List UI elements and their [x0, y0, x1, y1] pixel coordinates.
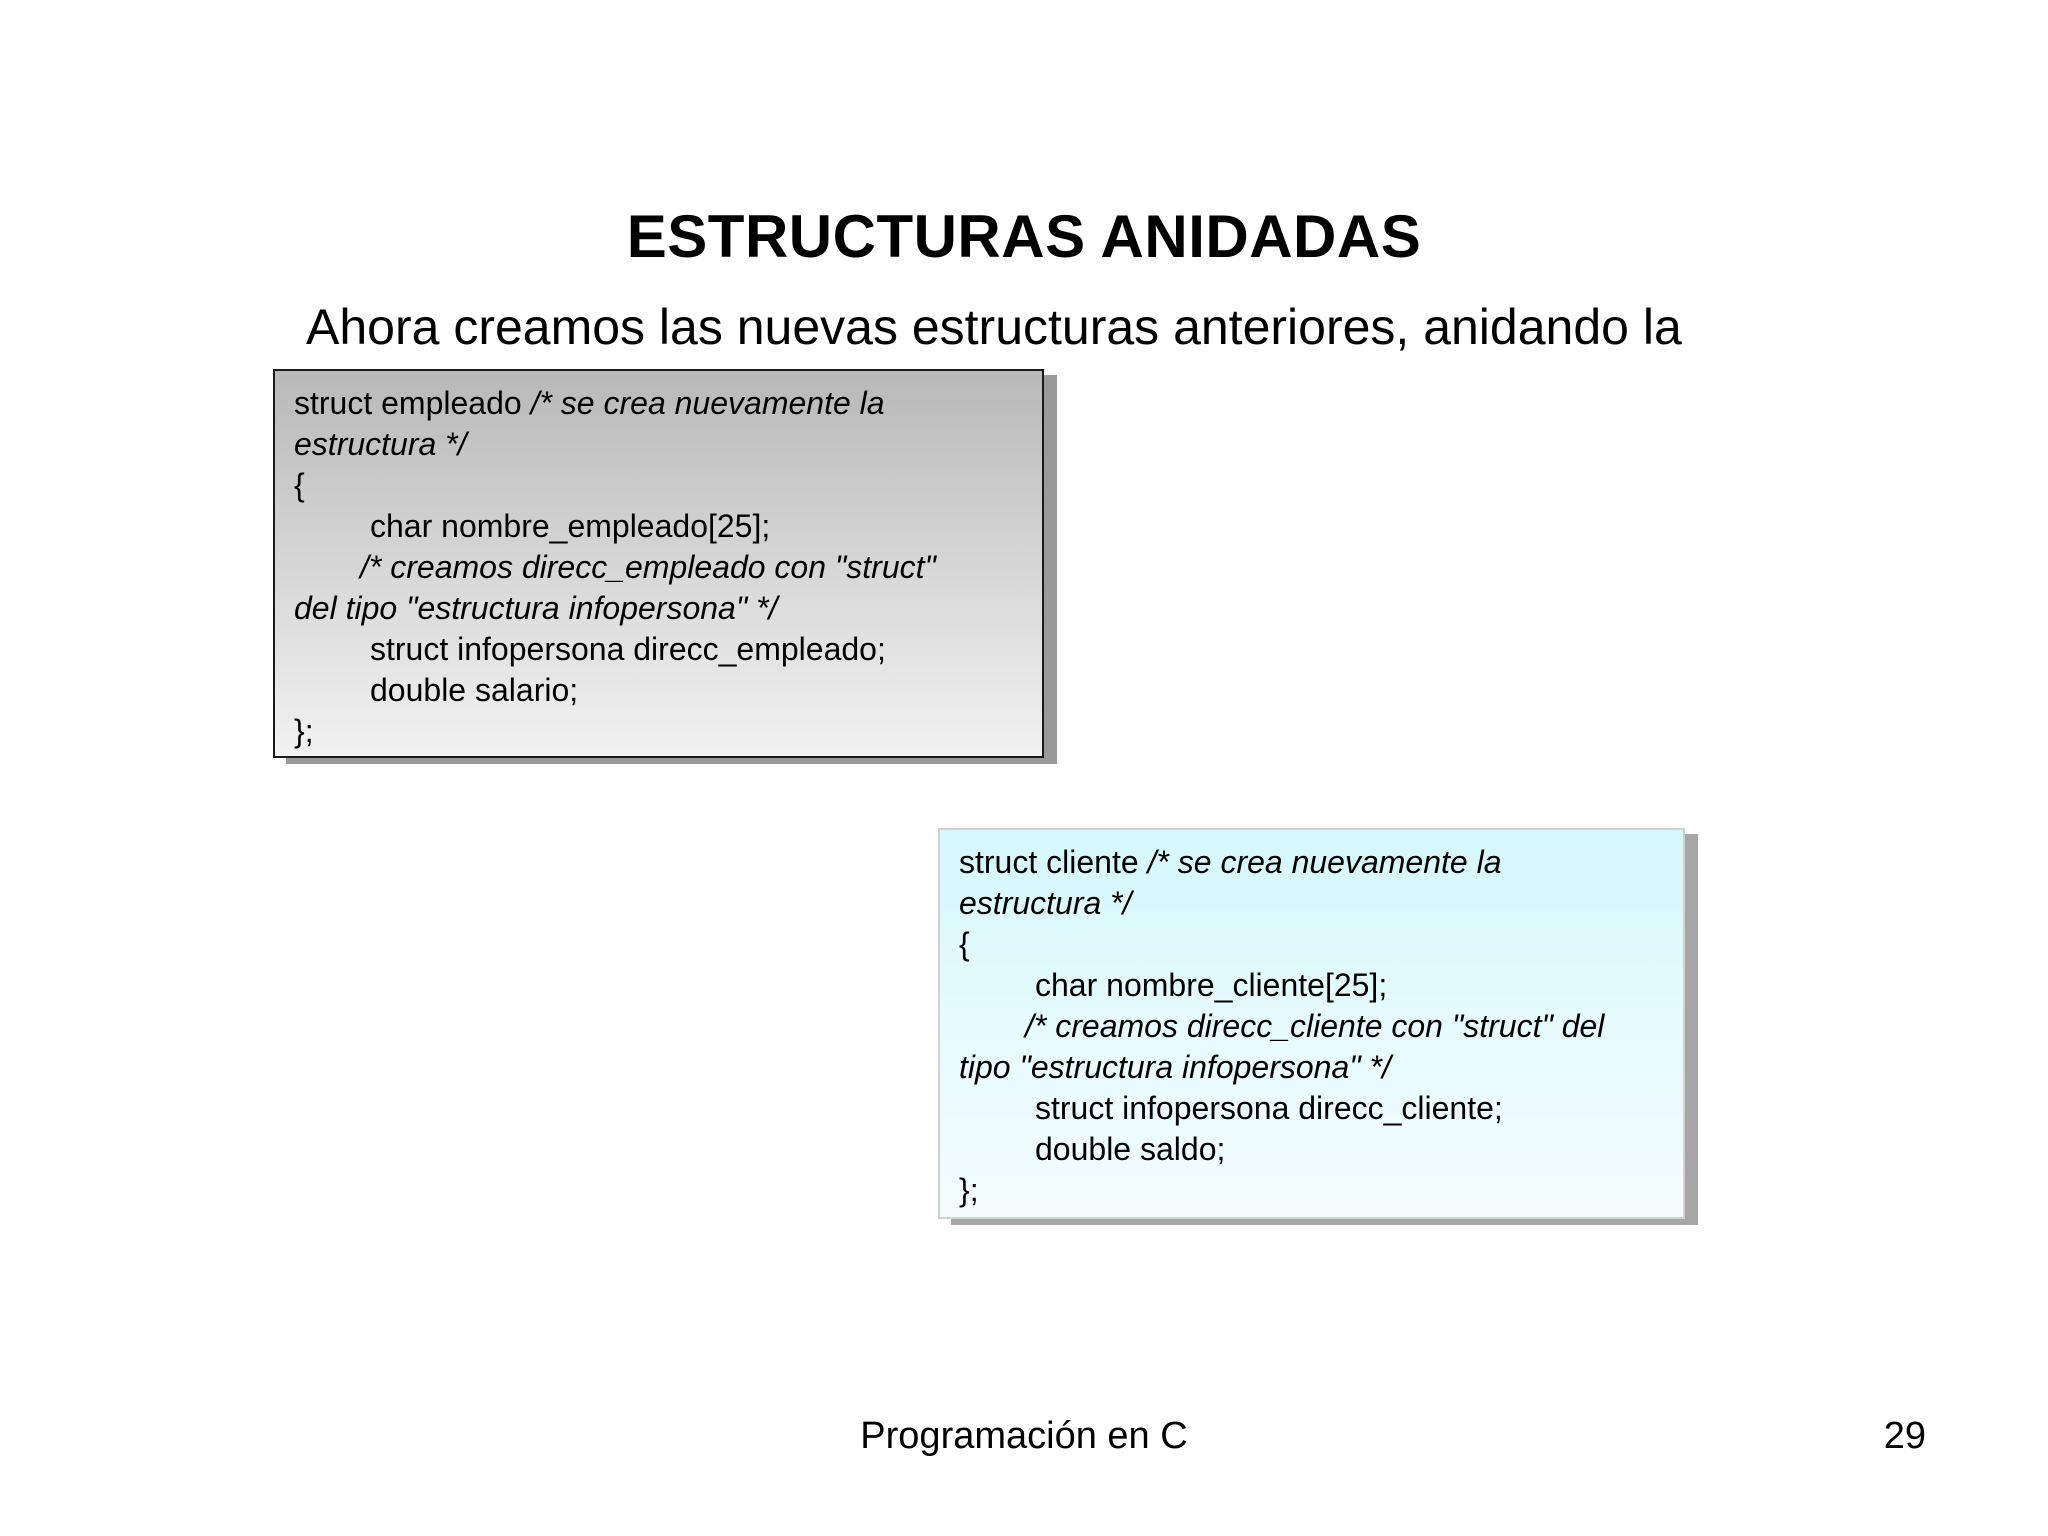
- client-field-direccion: struct infopersona direcc_cliente;: [1035, 1090, 1503, 1126]
- client-comment-2: estructura */: [959, 885, 1132, 921]
- client-struct-code-box: [938, 828, 1685, 1219]
- employee-comment-3: /* creamos direcc_empleado con "struct": [360, 549, 936, 585]
- client-field-nombre: char nombre_cliente[25];: [1035, 967, 1388, 1003]
- employee-comment-1: /* se crea nuevamente la: [530, 385, 885, 421]
- employee-comment-4: del tipo "estructura infopersona" */: [294, 590, 778, 626]
- client-comment-4: tipo "estructura infopersona" */: [959, 1049, 1391, 1085]
- employee-code-line-1: [294, 383, 1024, 424]
- employee-field-salario: double salario;: [370, 672, 579, 708]
- employee-comment-2: estructura */: [294, 426, 467, 462]
- client-close-brace: };: [959, 1172, 979, 1208]
- client-open-brace: {: [959, 926, 970, 962]
- client-code-line-1: [959, 842, 1665, 883]
- client-field-saldo: double saldo;: [1035, 1131, 1226, 1167]
- employee-struct-code-box: [273, 369, 1044, 758]
- slide-footer: Programación en C: [860, 1415, 1188, 1457]
- slide-number: 29: [1883, 1415, 1926, 1457]
- slide-title: ESTRUCTURAS ANIDADAS: [626, 203, 1422, 270]
- client-struct-declaration: struct cliente: [959, 844, 1148, 880]
- employee-struct-declaration: struct empleado: [294, 385, 531, 421]
- slide-subtitle: Ahora creamos las nuevas estructuras anteriores, anidando la: [306, 299, 1682, 355]
- employee-field-direccion: struct infopersona direcc_empleado;: [370, 631, 886, 667]
- employee-open-brace: {: [294, 467, 305, 503]
- employee-field-nombre: char nombre_empleado[25];: [370, 508, 771, 544]
- employee-close-brace: };: [294, 713, 314, 749]
- client-comment-3: /* creamos direcc_cliente con "struct" del: [1025, 1008, 1605, 1044]
- client-comment-1: /* se crea nuevamente la: [1147, 844, 1502, 880]
